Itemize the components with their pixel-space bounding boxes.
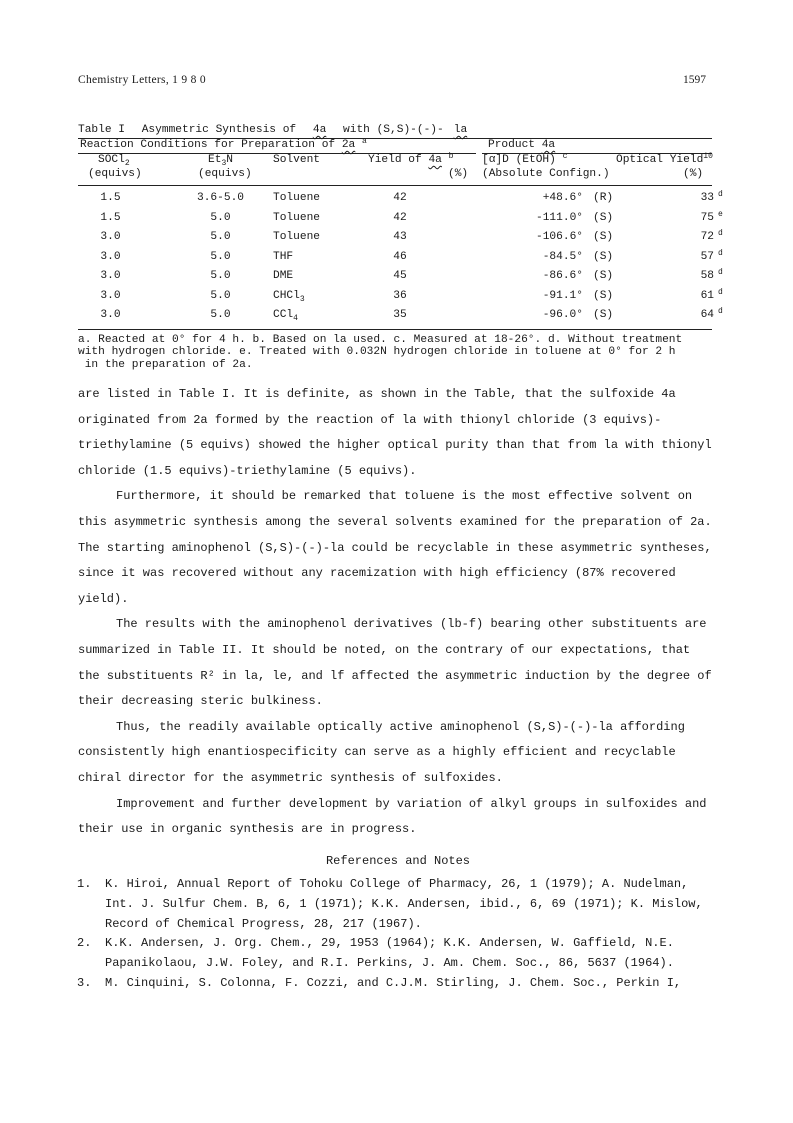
journal-name: Chemistry Letters, 1 9 8 0 bbox=[78, 74, 206, 86]
reference-number: 1. bbox=[77, 877, 92, 891]
footnote-marker: d bbox=[718, 248, 723, 258]
cell-rotation: -111.0° bbox=[536, 211, 583, 224]
page-number: 1597 bbox=[683, 74, 706, 86]
table-row bbox=[78, 229, 723, 251]
cell-solvent: Toluene bbox=[273, 231, 320, 243]
cell-et3n: 5.0 bbox=[210, 309, 231, 321]
reference-text: M. Cinquini, S. Colonna, F. Cozzi, and C.J.M. Stirling, J. Chem. Soc., Perkin I, bbox=[105, 975, 682, 990]
footnote-marker: d bbox=[718, 268, 723, 277]
table-body bbox=[78, 186, 723, 329]
body-text bbox=[77, 382, 718, 990]
col-header-rotation: [α]D (EtOH) $^c$ bbox=[482, 152, 568, 166]
cell-optical-yield: 33 d bbox=[638, 192, 726, 204]
paragraph: are listed in Table I. It is definite, as shown in the Table, that the sulfoxide 4a originated from 2a formed by the reaction of la with thionyl chloride (3 equivs)-triethylamine (5 equivs) showed the higher optical purity than that from la with thionyl chloride (1.5 equivs)-triethylamine (5 equivs). bbox=[78, 387, 712, 478]
cell-socl2: 1.5 bbox=[100, 211, 121, 224]
references-title: References and Notes bbox=[325, 854, 471, 868]
cell-yield: 45 bbox=[393, 270, 407, 282]
cell-optical-yield: 61 d bbox=[638, 290, 726, 302]
footnote-marker: e bbox=[718, 209, 723, 219]
table-row bbox=[78, 307, 723, 329]
cell-config: (S) bbox=[593, 309, 614, 321]
col-unit-socl2: (equivs) bbox=[88, 168, 142, 180]
table-footnote: in the preparation of 2a. bbox=[78, 358, 253, 371]
footnote-marker: d bbox=[718, 229, 723, 238]
cell-solvent: Toluene bbox=[273, 211, 320, 224]
paragraph: Furthermore, it should be remarked that toluene is the most effective solvent on this asymmetric synthesis among the several solvents examined for the preparation of 2a. The starting aminophenol (S,S)-(-)-la could be recyclable in these asymmetric syntheses, since it was recovered without any racemization with high efficiency (87% recovered yield). bbox=[78, 489, 712, 606]
cell-rotation: +48.6° bbox=[542, 192, 583, 204]
cell-config: (S) bbox=[593, 250, 614, 263]
cell-yield: 36 bbox=[393, 289, 407, 302]
reference-text: K. Hiroi, Annual Report of Tohoku College of Pharmacy, 26, 1 (1979); A. Nudelman, Int. J. Sulfur Chem. B, 6, 1 (1971); K.K. Andersen, ibid., 6, 69 (1971); K. Mislow, Record of Chemical Progress, 28, 217 (1967). bbox=[105, 877, 703, 931]
cell-solvent: THF bbox=[273, 250, 294, 263]
cell-optical-yield: 58 d bbox=[638, 270, 726, 282]
cell-et3n: 5.0 bbox=[210, 289, 231, 302]
cell-rotation: -84.5° bbox=[542, 250, 583, 263]
cell-solvent: CHCl3 bbox=[273, 289, 305, 304]
cell-et3n: 3.6-5.0 bbox=[197, 192, 244, 204]
cell-rotation: -96.0° bbox=[542, 309, 583, 321]
cell-config: (S) bbox=[593, 270, 614, 282]
reference-item bbox=[78, 974, 718, 994]
group-header-product: Product 4a bbox=[488, 139, 556, 151]
reference-number: 2. bbox=[77, 936, 92, 951]
col-header-yield: Yield of 4a $^b$ bbox=[368, 152, 454, 166]
paragraph: Thus, the readily available optically active aminophenol (S,S)-(-)-la affording consistently high enantiospecificity can serve as a highly efficient and recyclable chiral director for the asymmetric synthesis of sulfoxides. bbox=[78, 719, 685, 785]
col-header-optical-yield: Optical Yield$^{10}$ bbox=[616, 152, 713, 166]
reference-item bbox=[78, 875, 718, 934]
table-column-headers bbox=[78, 154, 712, 168]
cell-et3n: 5.0 bbox=[210, 231, 231, 243]
table-row bbox=[78, 190, 723, 212]
reference-text: K.K. Andersen, J. Org. Chem., 29, 1953 (1964); K.K. Andersen, W. Gaffield, N.E. Papanikolaou, J.W. Foley, and R.I. Perkins, J. Am. Chem. Soc., 86, 5637 (1964). bbox=[105, 936, 674, 971]
group-header-conditions: Reaction Conditions for Preparation of 2a $^a$ bbox=[80, 137, 367, 151]
cell-et3n: 5.0 bbox=[210, 270, 231, 282]
table-caption bbox=[78, 124, 712, 138]
table-footnote: a. Reacted at 0° for 4 h. b. Based on la used. c. Measured at 18-26°. d. Without treatment bbox=[78, 333, 683, 346]
table-footnotes bbox=[78, 334, 712, 372]
cell-socl2: 3.0 bbox=[100, 250, 121, 263]
cell-optical-yield: 64 d bbox=[638, 309, 726, 321]
footnote-marker: d bbox=[718, 190, 723, 199]
cell-yield: 35 bbox=[393, 309, 407, 321]
cell-socl2: 3.0 bbox=[100, 270, 121, 282]
cell-config: (R) bbox=[593, 192, 614, 204]
cell-socl2: 1.5 bbox=[100, 192, 121, 204]
table-title: Asymmetric Synthesis of 4a with (S,S)-(-)- la bbox=[141, 124, 468, 136]
cell-rotation: -91.1° bbox=[542, 289, 583, 302]
table-footnote: with hydrogen chloride. e. Treated with 0.032N hydrogen chloride in toluene at 0° for 2 h bbox=[78, 346, 676, 358]
cell-config: (S) bbox=[593, 211, 614, 224]
cell-yield: 43 bbox=[393, 231, 407, 243]
table-column-units bbox=[78, 168, 712, 182]
cell-socl2: 3.0 bbox=[100, 231, 121, 243]
table-row bbox=[78, 268, 723, 290]
table-row bbox=[78, 248, 723, 271]
cell-rotation: -86.6° bbox=[542, 270, 583, 282]
cell-solvent: DME bbox=[273, 270, 294, 282]
cell-et3n: 5.0 bbox=[210, 250, 231, 263]
table-bottom-rule bbox=[78, 329, 712, 330]
reference-number: 3. bbox=[77, 975, 92, 990]
table-group-header bbox=[78, 139, 712, 153]
cell-config: (S) bbox=[593, 231, 614, 243]
col-unit-et3n: (equivs) bbox=[198, 168, 252, 180]
paragraph: Improvement and further development by variation of alkyl groups in sulfoxides and their use in organic synthesis are in progress. bbox=[78, 796, 707, 837]
footnote-marker: d bbox=[718, 307, 723, 316]
cell-yield: 46 bbox=[393, 250, 407, 263]
cell-socl2: 3.0 bbox=[100, 309, 121, 321]
table-label: Table I bbox=[78, 124, 125, 136]
paragraph: The results with the aminophenol derivatives (lb-f) bearing other substituents are summarized in Table II. It should be noted, on the contrary of our expectations, that the substituents R² in la, le, and lf affected the asymmetric induction by the degree of their decreasing steric bulkiness. bbox=[78, 617, 712, 709]
cell-config: (S) bbox=[593, 289, 614, 302]
col-header-et3n: Et3N bbox=[208, 154, 233, 168]
cell-optical-yield: 72 d bbox=[638, 231, 726, 243]
reference-item bbox=[78, 934, 718, 974]
col-unit-yield: (%) bbox=[448, 168, 469, 180]
cell-socl2: 3.0 bbox=[100, 289, 121, 302]
table-row bbox=[78, 287, 723, 310]
table-row bbox=[78, 209, 723, 232]
cell-optical-yield: 57 d bbox=[638, 251, 726, 263]
col-header-solvent: Solvent bbox=[273, 154, 320, 166]
cell-et3n: 5.0 bbox=[210, 211, 231, 224]
col-unit-optical-yield: (%) bbox=[683, 168, 704, 180]
col-unit-rotation: (Absolute Confign.) bbox=[482, 168, 610, 180]
col-header-socl2: SOCl2 bbox=[98, 154, 130, 168]
cell-solvent: Toluene bbox=[273, 192, 320, 204]
cell-optical-yield: 75 e bbox=[638, 212, 726, 224]
cell-yield: 42 bbox=[393, 211, 407, 224]
cell-solvent: CCl4 bbox=[273, 309, 298, 323]
cell-yield: 42 bbox=[393, 192, 407, 204]
footnote-marker: d bbox=[718, 287, 723, 297]
cell-rotation: -106.6° bbox=[536, 231, 583, 243]
table-1 bbox=[78, 124, 723, 371]
references-list bbox=[78, 875, 718, 994]
